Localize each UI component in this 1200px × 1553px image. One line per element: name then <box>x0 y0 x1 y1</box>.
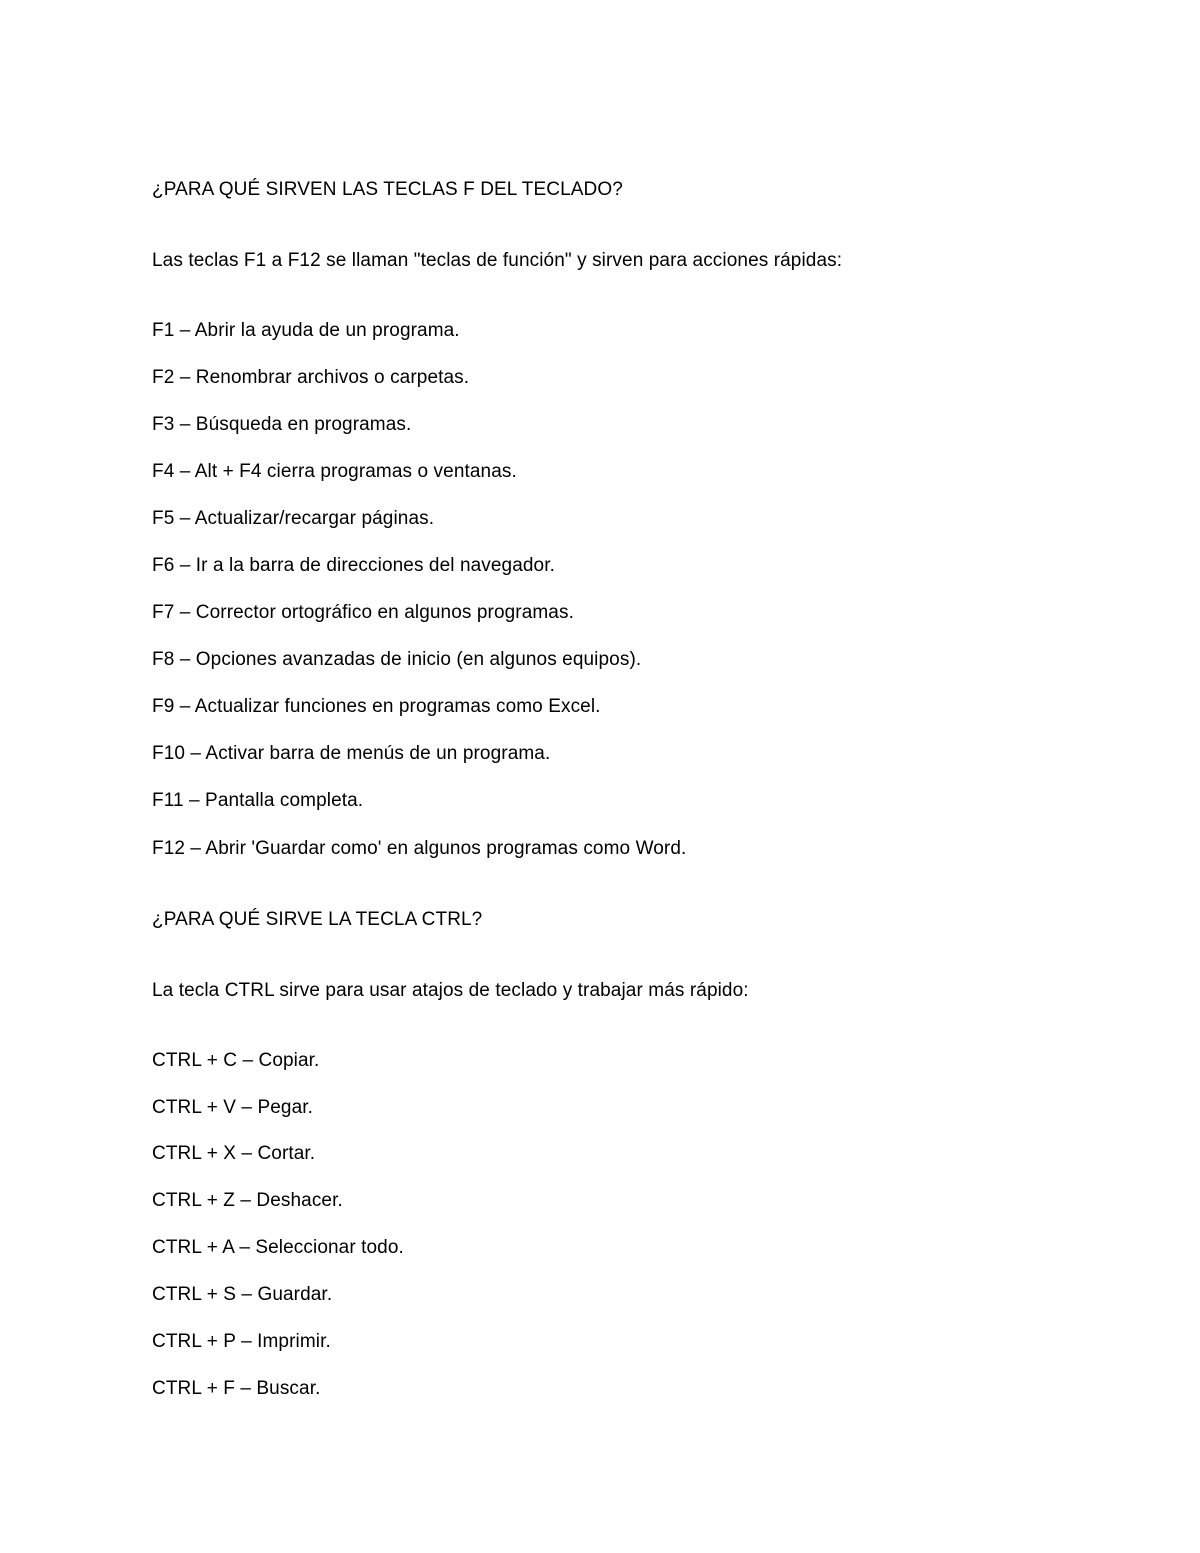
list-item: F5 – Actualizar/recargar páginas. <box>152 508 435 529</box>
list-item: CTRL + A – Seleccionar todo. <box>152 1237 404 1258</box>
list-item: F3 – Búsqueda en programas. <box>152 414 412 435</box>
list-item: CTRL + Z – Deshacer. <box>152 1190 343 1211</box>
list-item: F11 – Pantalla completa. <box>152 790 364 811</box>
section-ctrl-intro: La tecla CTRL sirve para usar atajos de teclado y trabajar más rápido: <box>152 980 749 1001</box>
list-item: CTRL + V – Pegar. <box>152 1097 313 1118</box>
section-ctrl-heading: ¿PARA QUÉ SIRVE LA TECLA CTRL? <box>152 909 483 930</box>
list-item: CTRL + S – Guardar. <box>152 1284 333 1305</box>
section-f-intro: Las teclas F1 a F12 se llaman "teclas de función" y sirven para acciones rápidas: <box>152 250 843 271</box>
list-item: F10 – Activar barra de menús de un programa. <box>152 743 551 764</box>
list-item: CTRL + X – Cortar. <box>152 1143 316 1164</box>
list-item: CTRL + F – Buscar. <box>152 1378 321 1399</box>
list-item: F1 – Abrir la ayuda de un programa. <box>152 320 460 341</box>
list-item: F4 – Alt + F4 cierra programas o ventanas. <box>152 461 517 482</box>
list-item: F12 – Abrir 'Guardar como' en algunos programas como Word. <box>152 838 687 859</box>
list-item: F7 – Corrector ortográfico en algunos programas. <box>152 602 574 623</box>
list-item: F8 – Opciones avanzadas de inicio (en algunos equipos). <box>152 649 642 670</box>
list-item: F2 – Renombrar archivos o carpetas. <box>152 367 470 388</box>
list-item: F9 – Actualizar funciones en programas como Excel. <box>152 696 601 717</box>
list-item: F6 – Ir a la barra de direcciones del navegador. <box>152 555 555 576</box>
section-f-heading: ¿PARA QUÉ SIRVEN LAS TECLAS F DEL TECLADO? <box>152 179 623 200</box>
list-item: CTRL + P – Imprimir. <box>152 1331 331 1352</box>
list-item: CTRL + C – Copiar. <box>152 1050 320 1071</box>
